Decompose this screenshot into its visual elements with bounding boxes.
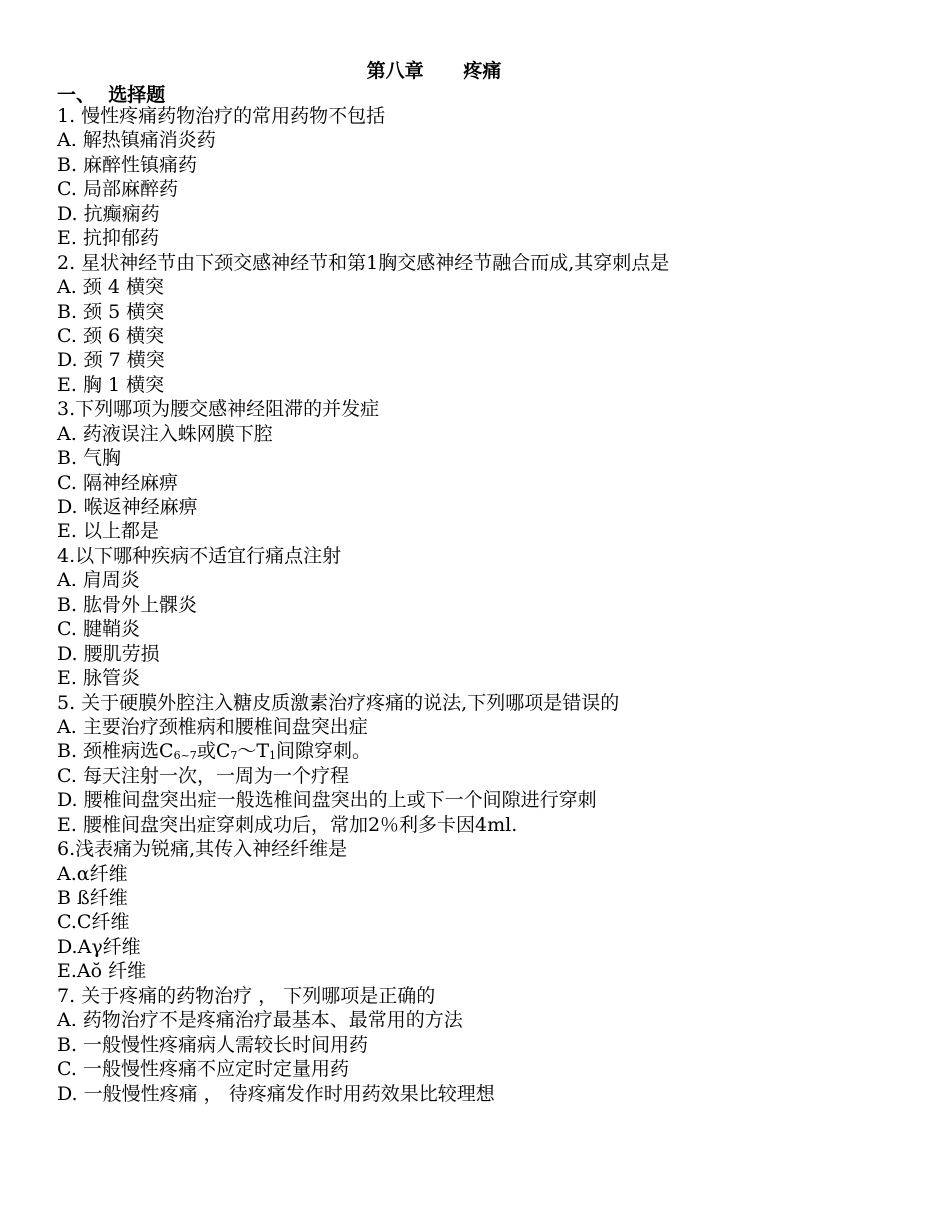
q7-option-c: C. 一般慢性疼痛不应定时定量用药 <box>57 1058 349 1081</box>
q7-stem: 7. 关于疼痛的药物治疗 ， 下列哪项是正确的 <box>57 984 436 1007</box>
q3-option-c: C. 隔神经麻痹 <box>57 471 178 494</box>
q1-option-b: B. 麻醉性镇痛药 <box>57 153 198 176</box>
q1-option-e: E. 抗抑郁药 <box>57 227 159 250</box>
q4-option-e: E. 脉管炎 <box>57 667 140 690</box>
q5-option-b-suffix: 间隙穿刺。 <box>276 740 372 763</box>
q2-option-d: D. 颈 7 横突 <box>57 349 165 372</box>
question-list <box>57 104 937 1106</box>
q5-option-e: E. 腰椎间盘突出症穿刺成功后，常加2％利多卡因4ml. <box>57 813 518 836</box>
q5-option-a: A. 主要治疗颈椎病和腰椎间盘突出症 <box>57 715 368 738</box>
q4-option-a: A. 肩周炎 <box>57 569 140 592</box>
q6-option-d: D.Aγ纤维 <box>57 935 141 958</box>
q1-option-d: D. 抗癫痫药 <box>57 202 160 225</box>
q6-option-b: B ß纤维 <box>57 887 128 909</box>
q6-option-e: E.Aŏ 纤维 <box>57 960 147 983</box>
q3-stem: 3.下列哪项为腰交感神经阻滞的并发症 <box>57 398 380 421</box>
q5-option-b-prefix: B. 颈椎病选C <box>57 740 174 763</box>
q7-option-b: B. 一般慢性疼痛病人需较长时间用药 <box>57 1033 369 1056</box>
q2-option-e: E. 胸 1 横突 <box>57 373 165 396</box>
q4-option-c: C. 腱鞘炎 <box>57 618 140 641</box>
q5-option-c: C. 每天注射一次，一周为一个疗程 <box>57 764 349 787</box>
q5-option-b-mid: 或C <box>196 740 231 763</box>
q6-option-c: C.C纤维 <box>57 911 130 934</box>
q2-option-a: A. 颈 4 横突 <box>57 276 164 299</box>
subscript-1: 1 <box>269 749 277 763</box>
q3-option-b: B. 气胸 <box>57 447 122 470</box>
q6-stem: 6.浅表痛为锐痛,其传入神经纤维是 <box>57 838 348 861</box>
q2-option-c: C. 颈 6 横突 <box>57 324 165 347</box>
q3-option-d: D. 喉返神经麻痹 <box>57 496 198 518</box>
section-heading: 一、 选择题 <box>57 84 166 106</box>
q2-stem: 2. 星状神经节由下颈交感神经节和第1胸交感神经节融合而成,其穿刺点是 <box>57 251 670 274</box>
q4-option-b: B. 肱骨外上髁炎 <box>57 593 198 616</box>
q4-stem: 4.以下哪种疾病不适宜行痛点注射 <box>57 544 342 567</box>
chapter-title: 第八章 疼痛 <box>366 60 502 82</box>
q7-option-a: A. 药物治疗不是疼痛治疗最基本、最常用的方法 <box>57 1009 463 1032</box>
q5-option-d: D. 腰椎间盘突出症一般选椎间盘突出的上或下一个间隙进行穿刺 <box>57 789 597 812</box>
q5-stem: 5. 关于硬膜外腔注入糖皮质激素治疗疼痛的说法,下列哪项是错误的 <box>57 691 620 714</box>
q5-option-b <box>57 739 937 763</box>
q7-option-d: D. 一般慢性疼痛 ， 待疼痛发作时用药效果比较理想 <box>57 1082 495 1105</box>
q3-option-e: E. 以上都是 <box>57 520 159 543</box>
q1-option-c: C. 局部麻醉药 <box>57 178 178 201</box>
q1-option-a: A. 解热镇痛消炎药 <box>57 129 216 152</box>
q4-option-d: D. 腰肌劳损 <box>57 642 160 665</box>
q5-option-b-mid2: ～T <box>237 740 270 763</box>
q3-option-a: A. 药液误注入蛛网膜下腔 <box>57 422 273 445</box>
subscript-6-7: 6~7 <box>173 749 197 763</box>
q1-stem: 1. 慢性疼痛药物治疗的常用药物不包括 <box>57 105 386 127</box>
subscript-7: 7 <box>230 749 238 763</box>
q2-option-b: B. 颈 5 横突 <box>57 300 165 323</box>
q6-option-a: A.α纤维 <box>57 862 128 885</box>
